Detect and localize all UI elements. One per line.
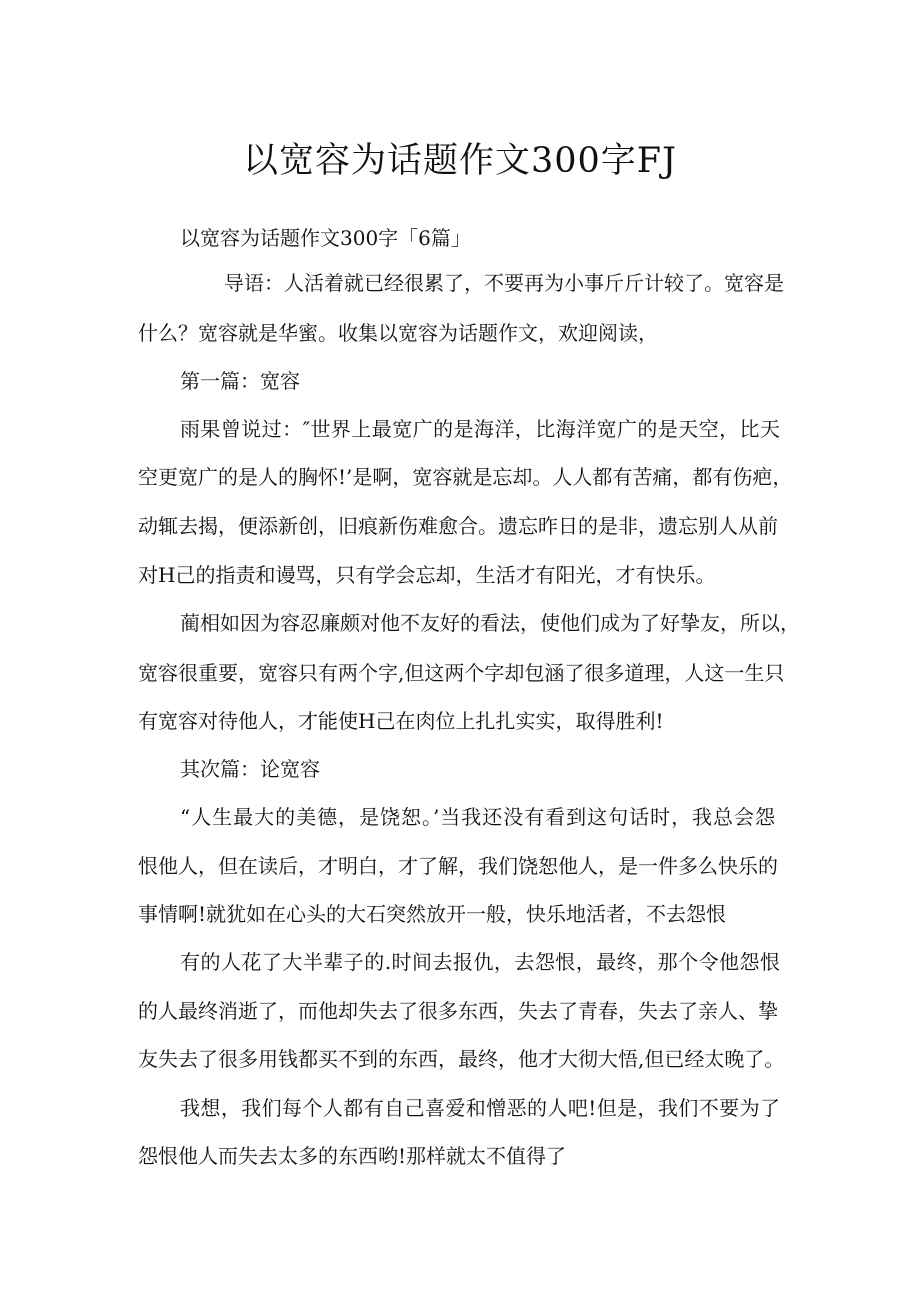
intro-line-1: 导语：人活着就已经很累了，不要再为小事斤斤计较了。宽容是 <box>224 271 784 295</box>
paragraph-line: 恨他人，但在读后，才明白，才了解，我们饶恕他人，是一件多么快乐的 <box>138 854 778 878</box>
paragraph-line: 的人最终消逝了，而他却失去了很多东西，失去了青春，失去了亲人、挚 <box>138 999 778 1023</box>
paragraph-line: 宽容很重要，宽容只有两个字,但这两个字却包涵了很多道理，人这一生只 <box>138 661 785 685</box>
paragraph-line: 友失去了很多用钱都买不到的东西，最终，他才大彻大悟,但已经太晚了。 <box>138 1047 785 1071</box>
section-heading: 第一篇：宽容 <box>180 369 300 393</box>
paragraph-line: 事情啊!就犹如在心头的大石突然放开一般，快乐地活者，不去怨恨 <box>138 902 727 926</box>
paragraph-line: “人生最大的美德，是饶恕。’当我还没有看到这句话时，我总会怨 <box>180 805 775 829</box>
intro-line-2: 什么？宽容就是华蜜。收集以宽容为话题作文，欢迎阅读， <box>138 321 658 345</box>
paragraph-line: 蔺相如因为容忍廉颇对他不友好的看法，使他们成为了好挚友，所以， <box>180 611 800 635</box>
paragraph-line: 空更宽广的是人的胸怀!’是啊，宽容就是忘却。人人都有苦痛，都有伤疤， <box>138 465 793 489</box>
paragraph-line: 动辄去揭，便添新创，旧痕新伤难愈合。遗忘昨日的是非，遗忘别人从前 <box>138 514 778 538</box>
paragraph-line: 有宽容对待他人，才能使H己在肉位上扎扎实实，取得胜利! <box>138 709 664 733</box>
document-title: 以宽容为话题作文300字FJ <box>242 141 678 181</box>
paragraph-line: 雨果曾说过：″世界上最宽广的是海洋，比海洋宽广的是天空，比天 <box>180 417 780 441</box>
paragraph-line: 怨恨他人而失去太多的东西哟!那样就太不值得了 <box>138 1144 567 1168</box>
paragraph-line: 我想，我们每个人都有自己喜爱和憎恶的人吧!但是，我们不要为了 <box>180 1096 780 1120</box>
paragraph-line: 有的人花了大半辈子的.时间去报仇，去怨恨，最终，那个令他怨恨 <box>180 950 780 974</box>
paragraph-line: 对H己的指责和谩骂，只有学会忘却，生活才有阳光，才有快乐。 <box>138 563 716 587</box>
document-subtitle: 以宽容为话题作文300字「6篇」 <box>180 226 471 250</box>
section-heading: 其次篇：论宽容 <box>180 757 320 781</box>
